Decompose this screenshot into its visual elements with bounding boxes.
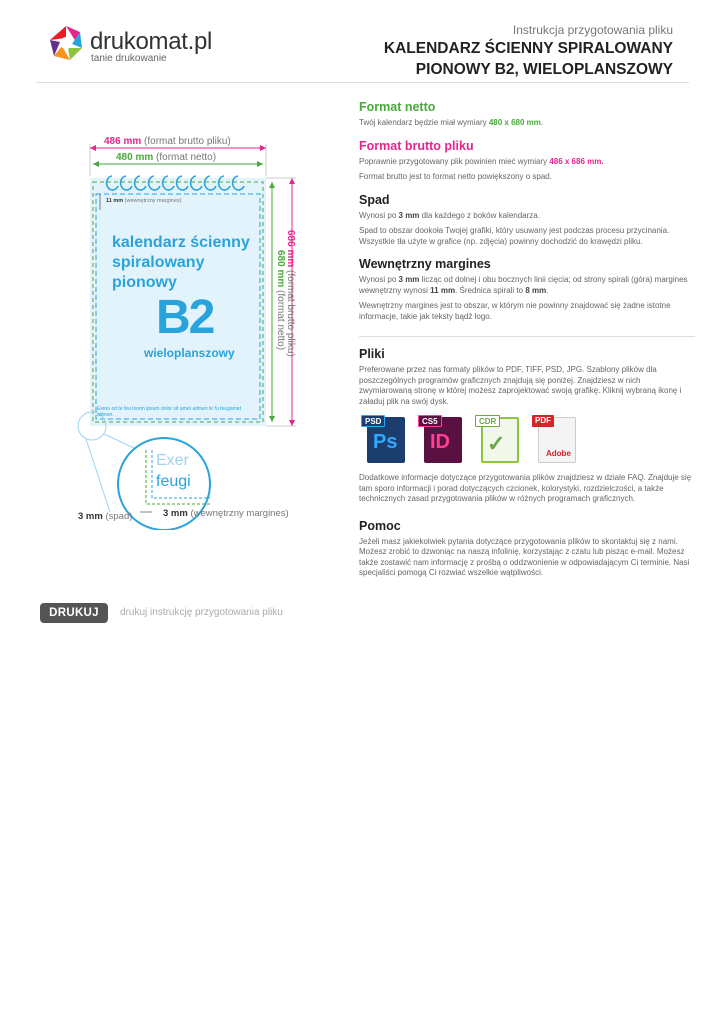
section-help-text: Jeżeli masz jakiekolwiek pytania dotyczące przygotowania plików to skontaktuj się z nami. Możesz zrobić to dzwoniąc na naszą infolinię, korzystając z czatu lub pisząc e-mail. Możesz także zostawić nam informację z prośbą o oddzwonienie w odpowiadającym Ci terminie. Nasi specjaliści pomogą Ci rozwiać wszelkie wątpliwości. (359, 536, 690, 577)
psd-icon-symbol: Ps (373, 431, 398, 453)
zoom-text-1: Exer (156, 452, 189, 469)
spad-text-b: dla każdego z boków kalendarza. (421, 210, 540, 220)
calendar-lorem: Exeru od te feu lorem ipsum dolor sit amet admen te fu feugamet admen. (97, 406, 241, 418)
spad-dim-value: 3 mm (78, 511, 103, 522)
logo[interactable] (48, 24, 218, 68)
margin-text-c: . Średnica spirali to (455, 285, 524, 295)
pdf-icon-tag: PDF (532, 415, 554, 427)
section-divider (359, 336, 695, 337)
inner-margin-dimension (163, 508, 289, 519)
section-help-title: Pomoc (359, 518, 401, 533)
cdr-file-icon[interactable] (475, 415, 521, 465)
section-brutto (359, 139, 695, 183)
section-files (359, 347, 695, 505)
section-brutto-text (359, 157, 695, 168)
margin-value1: 3 mm (398, 275, 420, 284)
margin-value2: 11 mm (430, 285, 456, 295)
section-netto-title: Format netto (359, 100, 436, 114)
margin-top-value: 11 mm (106, 198, 124, 204)
section-files-title: Pliki (359, 347, 385, 361)
section-brutto-text2: Format brutto jest to format netto powiększony o spad. (359, 172, 552, 181)
calendar-title (112, 233, 250, 293)
spad-value: 3 mm (398, 210, 420, 220)
calendar-title-line3: pionowy (112, 274, 177, 291)
header-subtitle: Instrukcja przygotowania pliku (512, 23, 673, 37)
section-spad-text2: Spad to obszar dookoła Twojej grafiki, który usuwany jest podczas procesu przycinania. Wszystkie tła użyte w grafice (np. zdjęcia) powinny dochodzić do krawędzi pliku. (359, 226, 670, 246)
section-files-text: Preferowane przez nas formaty plików to PDF, TIFF, PSD, JPG. Szablony plików dla poszczególnych programów graficznych znajdują się poniżej. Znajdziesz w nich zwymiarowaną stronę w której możesz zaprojektować swoją grafikę. Kliknij wybraną ikonę i załaduj plik na swój dysk. (359, 365, 682, 406)
indesign-file-icon[interactable] (418, 415, 464, 465)
section-help (359, 519, 695, 579)
netto-height-label: (format netto) (275, 290, 286, 351)
spad-dim-label: (spad) (105, 511, 133, 522)
brutto-value: 486 x 686 mm. (549, 156, 604, 166)
brutto-height-label: (format brutto pliku) (285, 270, 296, 357)
cdr-icon-tag: CDR (475, 415, 500, 427)
brutto-height-value: 686 mm (285, 230, 296, 268)
psd-icon-tag: PSD (361, 415, 385, 427)
brutto-height-dimension (285, 230, 296, 357)
brutto-width-label: (format brutto pliku) (144, 136, 231, 147)
section-spad-title: Spad (359, 192, 390, 207)
section-netto (359, 100, 695, 129)
pdf-file-icon[interactable] (532, 415, 578, 465)
netto-height-dimension (275, 250, 286, 350)
psd-file-icon[interactable] (361, 415, 407, 465)
logo-tagline: tanie drukowanie (91, 53, 167, 64)
section-spad-text (359, 211, 695, 222)
indesign-icon-tag: CS5 (418, 415, 442, 427)
margin-value3: 8 mm (525, 285, 547, 295)
section-margin (359, 257, 695, 322)
calendar-format: B2 (156, 291, 214, 344)
section-margin-title: Wewnętrzny margines (359, 257, 491, 271)
instructions-column (359, 100, 695, 589)
header-title-block (384, 23, 673, 79)
calendar-subtitle: wieloplanszowy (144, 346, 235, 360)
print-caption[interactable]: drukuj instrukcję przygotowania pliku (120, 607, 283, 618)
header-divider (36, 82, 689, 83)
brutto-width-value: 486 mm (104, 136, 142, 147)
margin-text-b: licząc od dolnej i obu bocznych linii cięcia; od strony spirali (góra) margines wewnętrzny wynosi (359, 275, 688, 295)
spad-dimension (78, 511, 132, 522)
indesign-icon-symbol: ID (430, 431, 450, 453)
pdf-icon-symbol: Adobe (546, 449, 571, 458)
spad-text-a: Wynosi po (359, 210, 397, 220)
section-files-text2: Dodatkowe informacje dotyczące przygotowania plików znajdziesz w dziale FAQ. Znajduje się tam sporo informacji i porad dotyczących czcionek, kolorystyki, rozdzielczości, a także technicznych zasad przygotowania plików w różnych programach graficznych. (359, 473, 692, 503)
section-margin-text: Wynosi po 3 mm licząc od dolnej i obu bocznych linii cięcia; od strony spirali (góra) margines wewnętrzny wynosi 11 mm. Średnica spirali to 8 mm. (359, 275, 688, 295)
netto-height-value: 680 mm (275, 250, 286, 288)
calendar-title-line2: spiralowany (112, 254, 205, 271)
margin-top-dimension (106, 198, 182, 204)
netto-text: Twój kalendarz będzie miał wymiary (359, 118, 487, 127)
brutto-width-dimension (104, 136, 231, 147)
margin-text-a: Wynosi po (359, 275, 397, 284)
logo-name: drukomat.pl (90, 28, 213, 55)
template-icons (361, 415, 695, 465)
section-brutto-title: Format brutto pliku (359, 138, 474, 153)
print-button[interactable]: DRUKUJ (40, 603, 108, 623)
calendar-title-line1: kalendarz ścienny (112, 234, 250, 251)
section-netto-text: Twój kalendarz będzie miał wymiary 480 x 680 mm. (359, 118, 544, 127)
netto-width-value: 480 mm (116, 152, 154, 163)
netto-value: 480 x 680 mm (488, 118, 541, 127)
margin-top-label: (wewnętrzny margines) (124, 198, 182, 204)
netto-width-label: (format netto) (156, 152, 217, 163)
section-spad (359, 193, 695, 248)
section-margin-text2: Wewnętrzny margines jest to obszar, w którym nie powinny znajdować się żadne istotne informacje, takie jak teksty bądź logo. (359, 301, 671, 321)
page-title-line1: KALENDARZ ŚCIENNY SPIRALOWANY (383, 40, 673, 57)
logo-icon (48, 24, 84, 62)
zoom-text-2: feugi (156, 473, 191, 490)
inner-margin-dim-label: (wewnętrzny margines) (190, 508, 289, 519)
inner-margin-dim-value: 3 mm (163, 508, 188, 519)
calendar-diagram (60, 130, 330, 530)
brutto-text: Poprawnie przygotowany plik powinien mieć wymiary (359, 156, 548, 166)
page-title-line2: PIONOWY B2, WIELOPLANSZOWY (415, 61, 673, 78)
cdr-icon-symbol: ✓ (487, 431, 506, 456)
netto-width-dimension (116, 152, 216, 163)
